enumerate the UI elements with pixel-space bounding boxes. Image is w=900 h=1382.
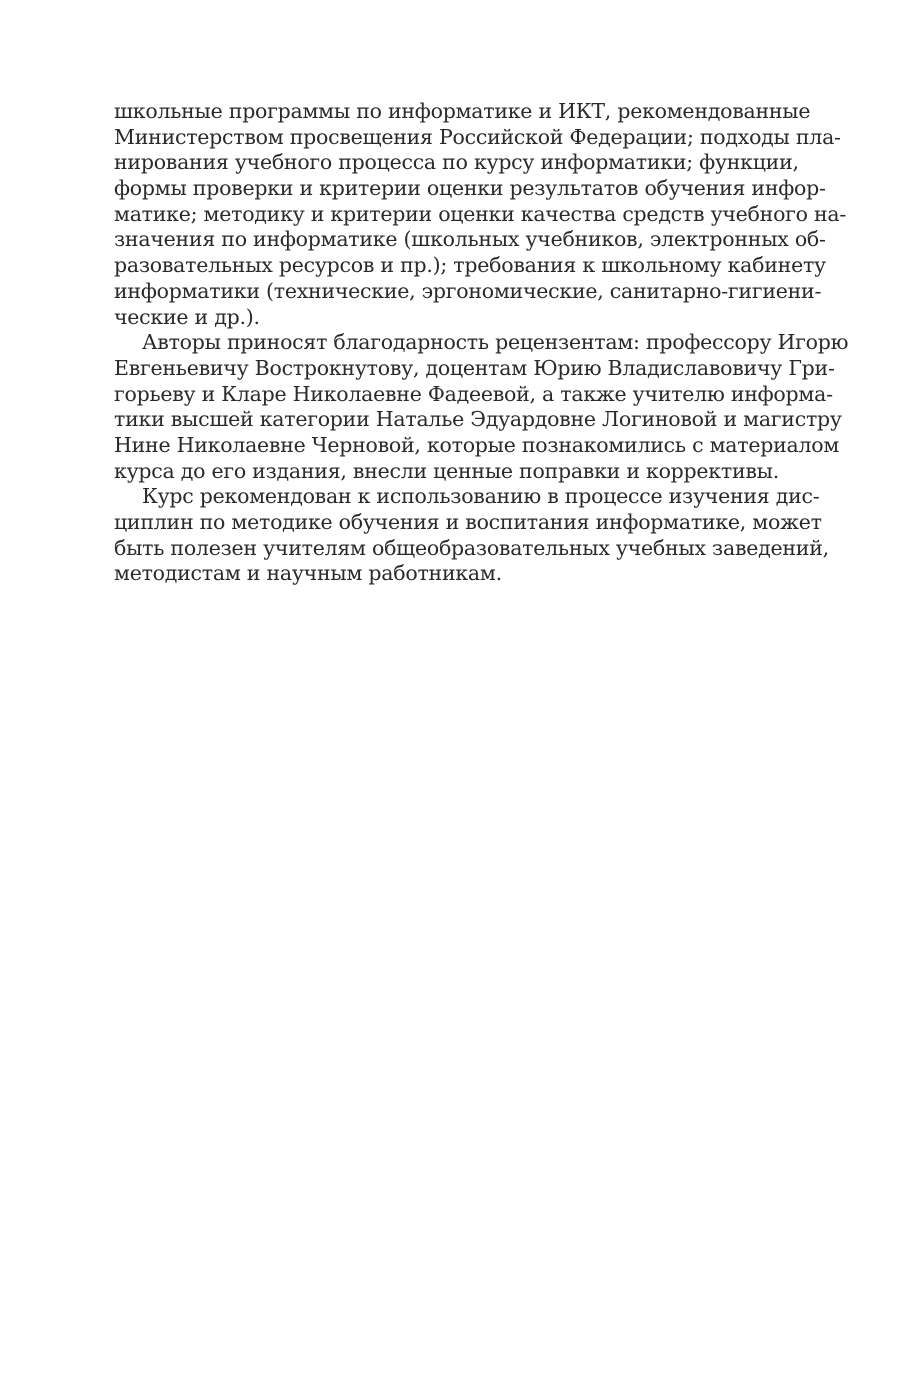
paragraph-acknowledgements [114,330,849,484]
text-line: Курс рекомендован к использованию в процессе изучения дис- [142,484,820,509]
document-page [114,99,849,587]
text-line: значения по информатике (школьных учебников, электронных об- [114,227,826,252]
paragraph-curriculum [114,99,847,330]
text-line: быть полезен учителям общеобразовательных учебных заведений, [114,535,829,560]
paragraph-recommendation [114,484,829,587]
text-line: горьеву и Кларе Николаевне Фадеевой, а также учителю информа- [114,381,833,406]
text-line: нирования учебного процесса по курсу информатики; функции, [114,150,799,175]
text-line: ческие и др.). [114,304,260,329]
text-line: методистам и научным работникам. [114,561,502,586]
text-line: информатики (технические, эргономические, санитарно-гигиени- [114,278,822,303]
text-line: Министерством просвещения Российской Федерации; подходы пла- [114,124,841,149]
text-line: разовательных ресурсов и пр.); требования к школьному кабинету [114,253,826,278]
text-line: формы проверки и критерии оценки результатов обучения инфор- [114,176,826,201]
text-line: тики высшей категории Наталье Эдуардовне Логиновой и магистру [114,407,842,432]
text-line: школьные программы по информатике и ИКТ, рекомендованные [114,99,811,123]
text-line: Евгеньевичу Вострокнутову, доцентам Юрию Владиславовичу Гри- [114,355,835,380]
text-line: курса до его издания, внесли ценные поправки и коррективы. [114,458,779,483]
text-line: циплин по методике обучения и воспитания информатике, может [114,510,822,534]
text-line: Нине Николаевне Черновой, которые познакомились с материалом [114,432,840,457]
text-line: матике; методику и критерии оценки качества средств учебного на- [114,201,847,226]
text-line: Авторы приносят благодарность рецензентам: профессору Игорю [142,330,849,355]
